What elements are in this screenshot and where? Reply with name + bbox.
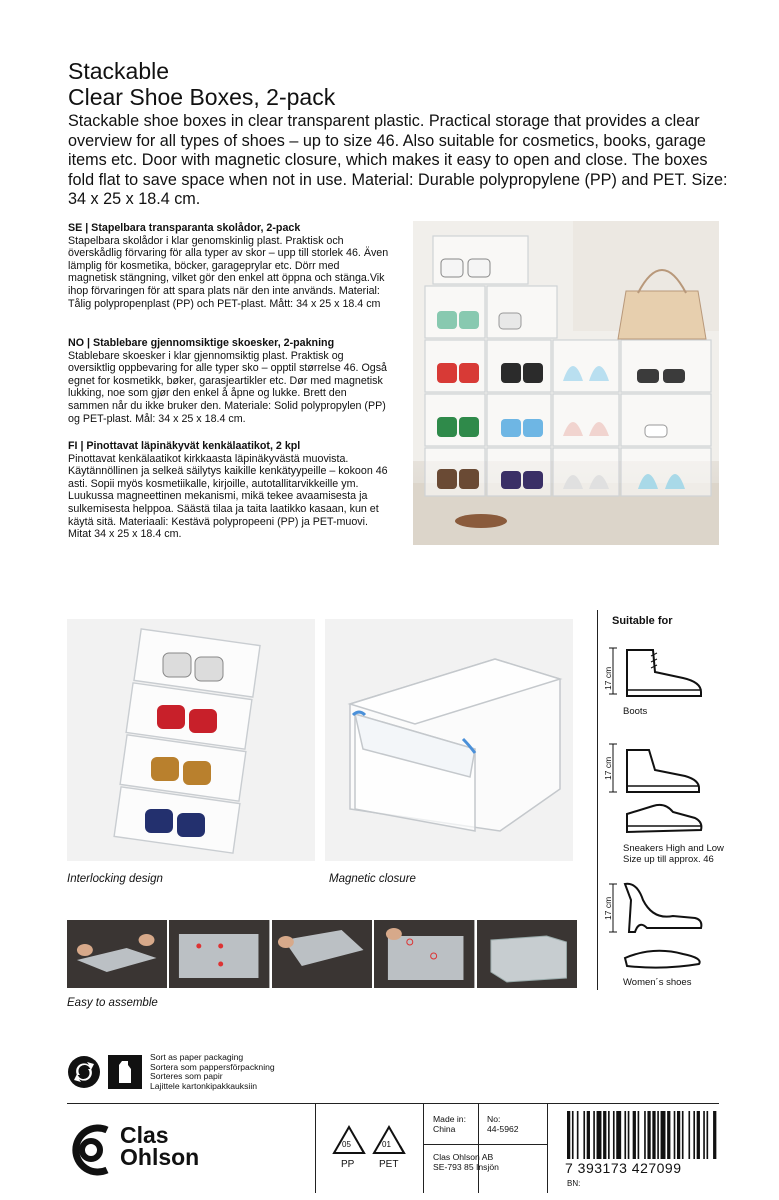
company-name: Clas Ohlson AB bbox=[433, 1152, 494, 1162]
barcode-bar bbox=[613, 1111, 615, 1159]
assembly-step-4 bbox=[374, 920, 474, 988]
swedish-heading: SE | Stapelbara transparanta skolådor, 2-pack bbox=[68, 222, 301, 234]
barcode-bar bbox=[638, 1111, 640, 1159]
barcode-bar bbox=[682, 1111, 684, 1159]
barcode-bar bbox=[577, 1111, 579, 1159]
company-location: SE-793 85 Insjön bbox=[433, 1162, 499, 1172]
barcode-number: 7 393173 427099 bbox=[565, 1160, 682, 1176]
footer-separator bbox=[547, 1103, 548, 1193]
article-number-label: No: bbox=[487, 1114, 501, 1124]
boots-label: Boots bbox=[623, 706, 648, 717]
intro-description: Stackable shoe boxes in clear transparent plastic. Practical storage that provides a clear overview for all types of shoes – up to size 46. Also suitable for cosmetics, books, garage items etc. Door with magnetic closure, which makes it easy to open and close. The boxes fold flat to save space when not in use. Material: Durable polypropylene (PP) and PET. Size: 34 x 25 x 18.4 cm. bbox=[68, 112, 728, 208]
pet-label: PET bbox=[379, 1159, 399, 1170]
norwegian-heading: NO | Stablebare gjennomsiktige skoesker, 2-pakning bbox=[68, 337, 335, 349]
brand-line-2: Ohlson bbox=[120, 1144, 200, 1170]
recycle-line-no: Sorteres som papir bbox=[150, 1071, 223, 1081]
barcode bbox=[565, 1111, 720, 1159]
article-number-block bbox=[487, 1114, 519, 1134]
batch-number-label: BN: bbox=[567, 1179, 581, 1188]
boot-height-label: 17 cm bbox=[603, 666, 613, 690]
article-number-value: 44-5962 bbox=[487, 1124, 519, 1134]
paper-carton-icon bbox=[108, 1055, 142, 1089]
assembly-step-2 bbox=[169, 920, 269, 988]
sneaker-height-label: 17 cm bbox=[603, 756, 613, 780]
footer-separator bbox=[478, 1103, 479, 1193]
barcode-bar bbox=[677, 1111, 680, 1159]
barcode-bar bbox=[593, 1111, 595, 1159]
finnish-heading: FI | Pinottavat läpinäkyvät kenkälaatikot, 2 kpl bbox=[68, 440, 301, 452]
barcode-bar bbox=[707, 1111, 709, 1159]
hero-product-photo bbox=[413, 221, 719, 545]
sneaker-icon bbox=[603, 740, 713, 840]
swedish-description bbox=[68, 222, 390, 310]
footer-separator bbox=[423, 1144, 547, 1145]
made-in-value: China bbox=[433, 1124, 456, 1134]
barcode-bar bbox=[661, 1111, 666, 1159]
brand-name bbox=[120, 1124, 199, 1168]
clas-ohlson-logo-icon bbox=[67, 1120, 113, 1180]
suitable-divider bbox=[597, 610, 598, 990]
womens-height-label: 17 cm bbox=[603, 896, 613, 920]
sneakers-label: Sneakers High and Low Size up till approx. 46 bbox=[623, 843, 724, 865]
barcode-bar bbox=[644, 1111, 646, 1159]
barcode-bar bbox=[652, 1111, 655, 1159]
barcode-bar bbox=[703, 1111, 705, 1159]
assembly-steps-strip bbox=[67, 920, 577, 988]
title-line-1: Stackable bbox=[68, 58, 170, 84]
barcode-bar bbox=[688, 1111, 690, 1159]
barcode-bar bbox=[697, 1111, 700, 1159]
footer-divider bbox=[67, 1103, 719, 1104]
pp-label: PP bbox=[341, 1159, 355, 1170]
barcode-bar bbox=[628, 1111, 630, 1159]
barcode-bar bbox=[597, 1111, 602, 1159]
barcode-bar bbox=[624, 1111, 626, 1159]
suitable-for-title: Suitable for bbox=[612, 615, 673, 627]
assembly-step-1 bbox=[67, 920, 167, 988]
barcode-bar bbox=[667, 1111, 670, 1159]
interlocking-caption: Interlocking design bbox=[67, 873, 163, 885]
boot-icon bbox=[603, 642, 713, 702]
recycle-line-fi: Lajittele kartonkipakkauksiin bbox=[150, 1080, 258, 1091]
recycle-line-en: Sort as paper packaging bbox=[150, 1052, 244, 1062]
barcode-bar bbox=[567, 1111, 570, 1159]
barcode-bar bbox=[587, 1111, 590, 1159]
interlocking-design-photo bbox=[67, 619, 315, 861]
footer-separator bbox=[423, 1103, 424, 1193]
recycling-instructions bbox=[150, 1053, 275, 1091]
pp-code: 05 bbox=[342, 1140, 351, 1149]
barcode-bar bbox=[616, 1111, 621, 1159]
barcode-bar bbox=[657, 1111, 659, 1159]
barcode-bar bbox=[713, 1111, 716, 1159]
finnish-body: Pinottavat kenkälaatikot kirkkaasta läpinäkyvästä muovista. Käytännöllinen ja selkeä säilytys kaikille kenkätyypeille – kokoon 46 asti. Sopii myös kosmetiikalle, kirjoille, autotallitarvikkeille ym. Luukussa magneettinen mekanismi, mikä tekee avaamisesta ja sulkemisesta helppoa. Säästä tilaa ja taita laatikko kasaan, kun et käytä sitä. Materiaali: Kestävä polypropeeni (PP) ja PET-muovi. Mitat 34 x 25 x 18.4 cm. bbox=[68, 452, 388, 541]
swedish-body: Stapelbara skolådor i klar genomskinlig plast. Praktisk och överskådlig förvaring för alla typer av skor – upp till storlek 46. Även lämplig för kosmetika, böcker, garageprylar etc. Dörr med magnetisk stängning, vilket gör den enkel att öppna och stänga.Vik ihop förvaringen för att spara plats när den inte används. Material: Tålig polypropenplast (PP) och PET-plast. Mått: 34 x 25 x 18.4 cm bbox=[68, 234, 389, 310]
barcode-bar bbox=[693, 1111, 695, 1159]
barcode-bar bbox=[583, 1111, 585, 1159]
recycle-icon bbox=[67, 1055, 101, 1089]
magnetic-caption: Magnetic closure bbox=[329, 873, 416, 885]
barcode-bar bbox=[572, 1111, 574, 1159]
womens-shoes-label: Women´s shoes bbox=[623, 977, 692, 988]
brand-line-1: Clas bbox=[120, 1122, 169, 1148]
finnish-description bbox=[68, 440, 390, 541]
footer-separator bbox=[315, 1103, 316, 1193]
assemble-caption: Easy to assemble bbox=[67, 997, 158, 1009]
title-line-2: Clear Shoe Boxes, 2-pack bbox=[68, 84, 336, 110]
assembly-step-3 bbox=[272, 920, 372, 988]
assembly-step-5 bbox=[477, 920, 577, 988]
recycle-line-se: Sortera som pappersförpackning bbox=[150, 1061, 275, 1072]
magnetic-closure-photo bbox=[325, 619, 573, 861]
barcode-bar bbox=[603, 1111, 606, 1159]
barcode-bar bbox=[633, 1111, 636, 1159]
product-title bbox=[68, 58, 335, 110]
womens-shoe-icon bbox=[603, 880, 713, 976]
made-in-block bbox=[433, 1114, 466, 1134]
barcode-bar bbox=[647, 1111, 650, 1159]
company-address bbox=[433, 1152, 499, 1172]
norwegian-description bbox=[68, 337, 390, 425]
norwegian-body: Stablebare skoesker i klar gjennomsiktig plast. Praktisk og oversiktlig oppbevaring for alle typer sko – opptil størrelse 46. Også egnet for kosmetikk, bøker, garasjeartikler etc. Dør med magnetisk lukking, noe som gjør den enkel å åpne og lukke. Brett den sammen når du ikke bruker den. Materiale: Solid polypropylen (PP) og PET-plast. Mål: 34 x 25 x 18.4 cm. bbox=[68, 349, 387, 425]
barcode-bar bbox=[608, 1111, 610, 1159]
made-in-label: Made in: bbox=[433, 1114, 466, 1124]
pet-code: 01 bbox=[382, 1140, 391, 1149]
barcode-bar bbox=[674, 1111, 676, 1159]
